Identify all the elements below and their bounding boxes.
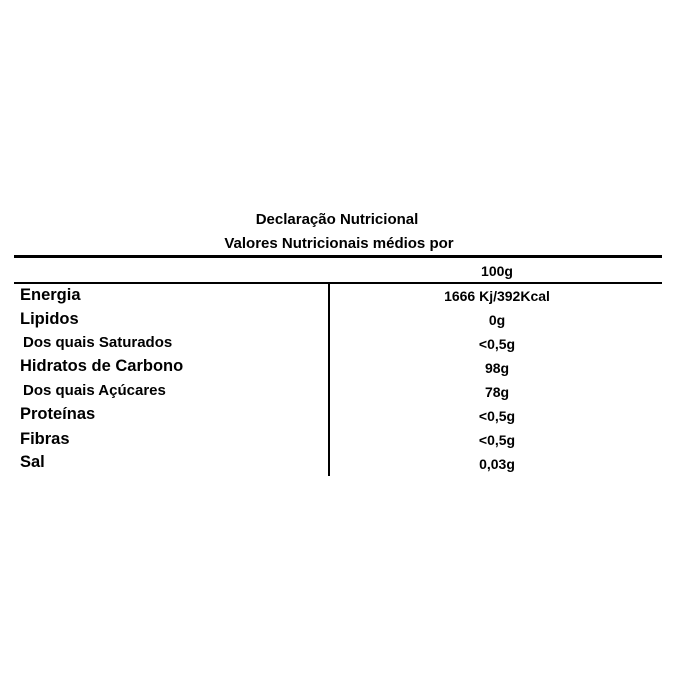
nutrient-value: <0,5g — [478, 336, 516, 352]
column-divider — [328, 283, 330, 476]
nutrient-name: Energia — [20, 286, 81, 304]
header-rule — [14, 282, 662, 284]
nutrient-value: 1666 Kj/392Kcal — [444, 288, 550, 304]
nutrient-name: Proteínas — [20, 405, 96, 423]
top-rule — [14, 255, 662, 258]
nutrient-name: Sal — [20, 453, 45, 471]
nutrient-name: Fibras — [20, 430, 70, 448]
nutrient-value: 98g — [484, 360, 510, 376]
nutrient-name: Dos quais Açúcares — [23, 382, 166, 399]
nutrient-value: <0,5g — [478, 408, 516, 424]
table-title: Declaração Nutricional — [255, 211, 419, 228]
nutrient-value: 0,03g — [479, 456, 515, 472]
nutrient-value: 78g — [484, 384, 510, 400]
nutrient-name: Lipidos — [20, 310, 79, 328]
nutrient-name: Dos quais Saturados — [23, 334, 173, 351]
nutrient-value: <0,5g — [478, 432, 516, 448]
column-header: 100g — [481, 263, 513, 279]
nutrient-name: Hidratos de Carbono — [20, 357, 184, 375]
nutrient-value: 0g — [488, 312, 506, 328]
table-subtitle: Valores Nutricionais médios por — [224, 235, 454, 252]
